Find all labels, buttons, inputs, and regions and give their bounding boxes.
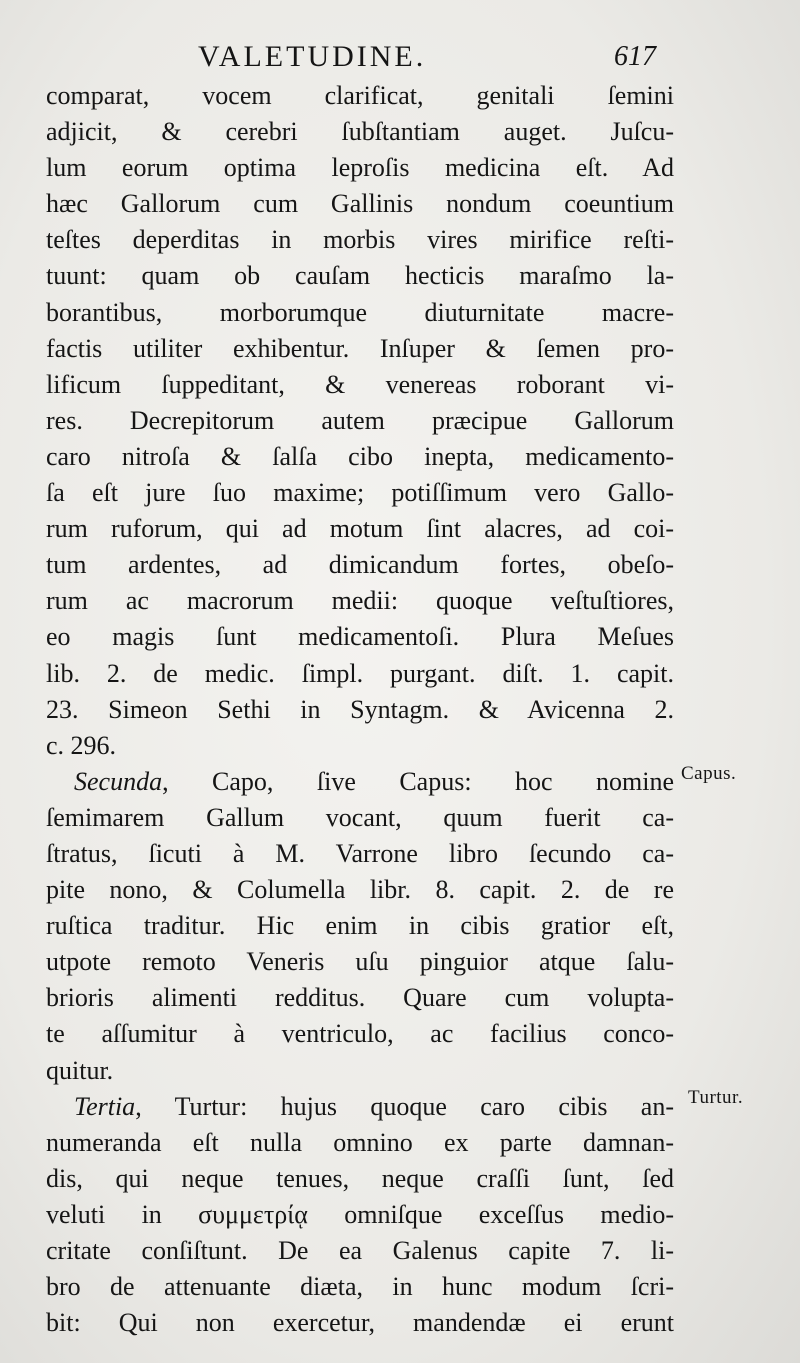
paragraph-first-line (46, 1089, 674, 1125)
paragraph-first-line-text: , Capo, ſive Capus: hoc nomine (162, 766, 674, 796)
text-line: factis utiliter exhibentur. Inſuper & ſemen pro- (46, 333, 674, 363)
text-line: lificum ſuppeditant, & venereas roborant vi- (46, 369, 674, 399)
body-text (46, 78, 674, 1341)
text-line: lum eorum optima leproſis medicina eſt. Ad (46, 153, 674, 183)
text-line: te aſſumitur à ventriculo, ac facilius conco- (46, 1019, 674, 1049)
paragraph-lead-word: Secunda (74, 766, 163, 796)
text-line: tum ardentes, ad dimicandum fortes, obeſo- (46, 550, 674, 580)
text-line: tuunt: quam ob cauſam hecticis maraſmo la- (46, 261, 674, 291)
margin-note-capus: Capus. (681, 763, 737, 784)
running-title: VALETUDINE. (198, 40, 427, 73)
text-line: rum ac macrorum medii: quoque veſtuſtiores, (46, 586, 674, 616)
paragraph-first-line-text: , Turtur: hujus quoque caro cibis an- (135, 1091, 674, 1121)
page-number: 617 (614, 41, 656, 72)
text-line: veluti in συμμετρίᾳ omniſque exceſſus medio- (46, 1199, 674, 1229)
text-line: dis, qui neque tenues, neque craſſi ſunt, ſed (46, 1163, 674, 1193)
text-line: hæc Gallorum cum Gallinis nondum coeuntium (46, 189, 674, 219)
text-line: bro de attenuante diæta, in hunc modum ſcri- (46, 1272, 674, 1302)
text-line: eo magis ſunt medicamentoſi. Plura Meſues (46, 622, 674, 652)
text-line: brioris alimenti redditus. Quare cum volupta- (46, 983, 674, 1013)
text-line: ſtratus, ſicuti à M. Varrone libro ſecundo ca- (46, 838, 674, 868)
paragraph-first-line (46, 764, 674, 800)
text-line: lib. 2. de medic. ſimpl. purgant. diſt. 1. capit. (46, 658, 674, 688)
text-line: c. 296. (46, 730, 117, 760)
text-line: res. Decrepitorum autem præcipue Gallorum (46, 405, 674, 435)
text-line: numeranda eſt nulla omnino ex parte damnan- (46, 1127, 674, 1157)
text-line: 23. Simeon Sethi in Syntagm. & Avicenna 2. (46, 694, 674, 724)
text-line: utpote remoto Veneris uſu pinguior atque ſalu- (46, 947, 674, 977)
text-line: rum ruforum, qui ad motum ſint alacres, ad coi- (46, 514, 674, 544)
text-line: critate conſiſtunt. De ea Galenus capite 7. li- (46, 1236, 674, 1265)
margin-note-turtur: Turtur. (688, 1087, 744, 1108)
text-line: borantibus, morborumque diuturnitate macre- (46, 297, 674, 327)
text-line: pite nono, & Columella libr. 8. capit. 2. de re (46, 875, 674, 905)
text-line: teſtes deperditas in morbis vires mirifice reſti- (46, 225, 674, 255)
text-line: caro nitroſa & ſalſa cibo inepta, medicamento- (46, 441, 674, 471)
text-line: quitur. (46, 1055, 114, 1085)
text-line: comparat, vocem clarificat, genitali ſemini (46, 81, 674, 110)
text-line: ruſtica traditur. Hic enim in cibis gratior eſt, (46, 911, 674, 941)
text-line: ſemimarem Gallum vocant, quum fuerit ca- (46, 802, 674, 832)
paragraph-lead-word: Tertia (74, 1091, 136, 1121)
text-line: bit: Qui non exercetur, mandendæ ei erunt (46, 1308, 674, 1338)
page-header (0, 40, 700, 74)
text-line: ſa eſt jure ſuo maxime; potiſſimum vero Gallo- (46, 478, 674, 508)
text-line: adjicit, & cerebri ſubſtantiam auget. Juſcu- (46, 117, 674, 147)
